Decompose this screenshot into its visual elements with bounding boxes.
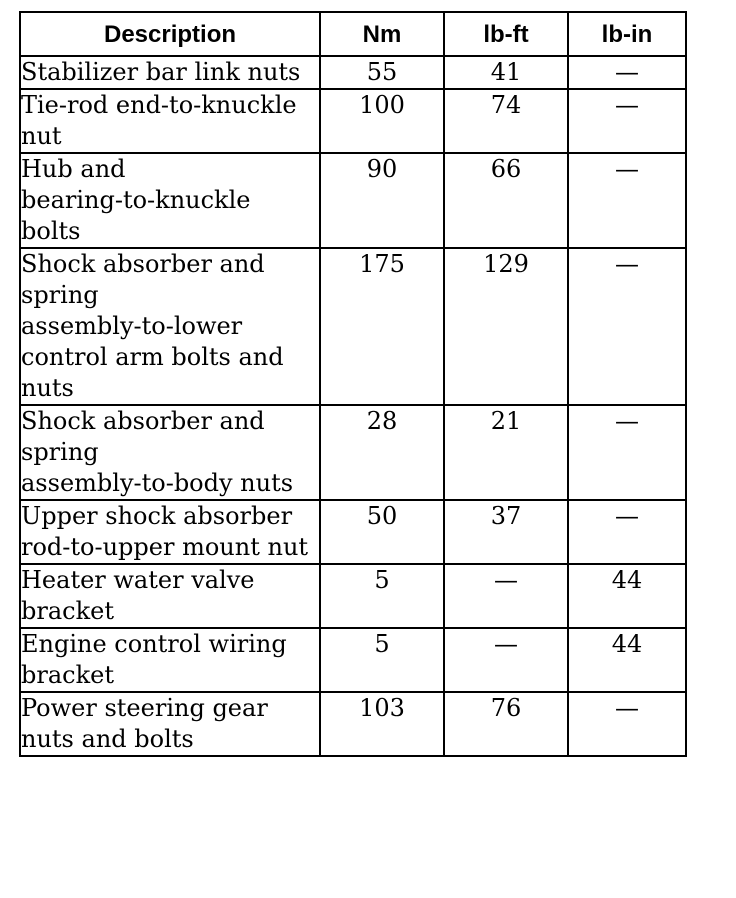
lb-ft-cell: 21 [444, 405, 568, 500]
description-cell: Upper shock absorber rod-to-upper mount nut [20, 500, 320, 564]
description-cell: Heater water valve bracket [20, 564, 320, 628]
description-cell: Shock absorber and spring assembly-to-lower control arm bolts and nuts [20, 248, 320, 405]
lb-in-cell: 44 [568, 628, 686, 692]
nm-cell: 100 [320, 89, 444, 153]
lb-in-cell: — [568, 692, 686, 756]
lb-in-cell: — [568, 500, 686, 564]
column-header-description: Description [20, 12, 320, 56]
table-header-row [20, 12, 686, 56]
table-row [20, 500, 686, 564]
nm-cell: 5 [320, 564, 444, 628]
lb-in-cell: — [568, 153, 686, 248]
lb-in-cell: — [568, 89, 686, 153]
table-row [20, 248, 686, 405]
nm-cell: 50 [320, 500, 444, 564]
nm-cell: 90 [320, 153, 444, 248]
table-row [20, 89, 686, 153]
description-cell: Hub and bearing-to-knuckle bolts [20, 153, 320, 248]
description-cell: Tie-rod end-to-knuckle nut [20, 89, 320, 153]
lb-ft-cell: 66 [444, 153, 568, 248]
lb-ft-cell: 37 [444, 500, 568, 564]
nm-cell: 175 [320, 248, 444, 405]
nm-cell: 55 [320, 56, 444, 89]
lb-ft-cell: 74 [444, 89, 568, 153]
lb-in-cell: — [568, 405, 686, 500]
description-cell: Stabilizer bar link nuts [20, 56, 320, 89]
lb-ft-cell: — [444, 628, 568, 692]
column-header-nm: Nm [320, 12, 444, 56]
lb-ft-cell: 129 [444, 248, 568, 405]
table-row [20, 56, 686, 89]
description-cell: Power steering gear nuts and bolts [20, 692, 320, 756]
table-row [20, 692, 686, 756]
description-cell: Shock absorber and spring assembly-to-body nuts [20, 405, 320, 500]
lb-ft-cell: 76 [444, 692, 568, 756]
description-cell: Engine control wiring bracket [20, 628, 320, 692]
lb-in-cell: — [568, 56, 686, 89]
lb-in-cell: 44 [568, 564, 686, 628]
table-row [20, 628, 686, 692]
nm-cell: 5 [320, 628, 444, 692]
table-row [20, 564, 686, 628]
torque-spec-table [19, 11, 687, 757]
table-row [20, 153, 686, 248]
nm-cell: 103 [320, 692, 444, 756]
lb-in-cell: — [568, 248, 686, 405]
lb-ft-cell: — [444, 564, 568, 628]
lb-ft-cell: 41 [444, 56, 568, 89]
table-row [20, 405, 686, 500]
column-header-lb-in: lb-in [568, 12, 686, 56]
column-header-lb-ft: lb-ft [444, 12, 568, 56]
nm-cell: 28 [320, 405, 444, 500]
